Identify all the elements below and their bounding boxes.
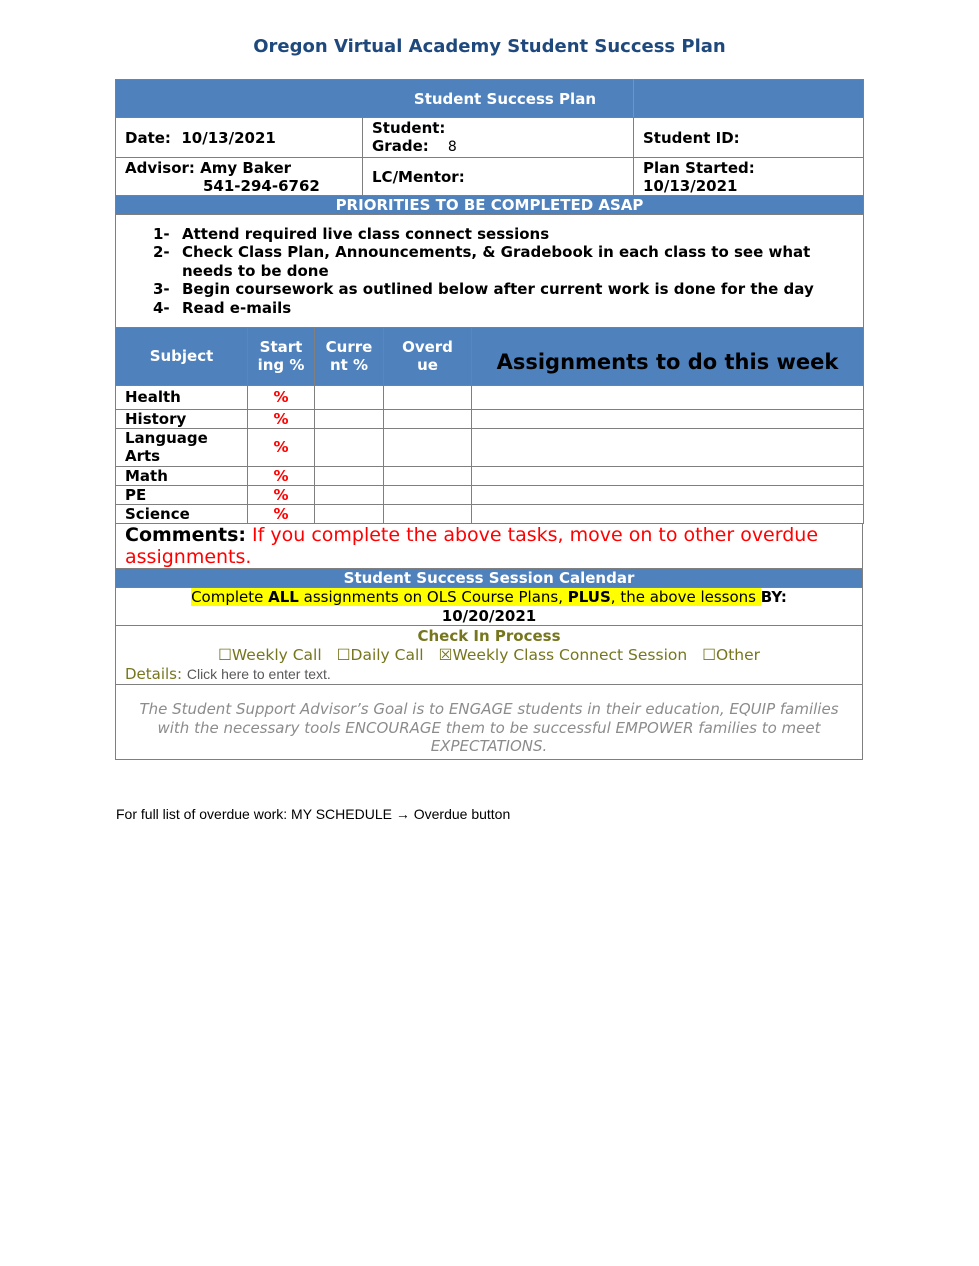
priorities-heading: PRIORITIES TO BE COMPLETED ASAP — [116, 196, 864, 215]
subject-header: Subject — [116, 328, 248, 385]
plan-started-value: 10/13/2021 — [643, 176, 738, 195]
subject-cell: Math — [116, 466, 248, 485]
plan-started-cell — [634, 158, 864, 196]
table-row — [116, 466, 864, 485]
student-label: Student: — [372, 118, 446, 137]
overdue-cell[interactable] — [384, 409, 472, 428]
success-plan-form — [115, 79, 863, 760]
arrow-icon: → — [395, 806, 410, 822]
table-row — [116, 385, 864, 409]
subject-cell: Health — [116, 385, 248, 409]
page-title: Oregon Virtual Academy Student Success Plan — [253, 36, 726, 57]
footer-note — [116, 806, 510, 822]
student-id-label: Student ID: — [643, 128, 740, 147]
subject-cell: History — [116, 409, 248, 428]
student-id-cell — [634, 118, 864, 158]
grade-value: 8 — [447, 139, 457, 155]
priorities-cell — [116, 215, 864, 328]
plan-header-title: Student Success Plan — [116, 80, 634, 118]
details-row — [125, 665, 853, 684]
current-percent-cell[interactable] — [315, 409, 384, 428]
current-percent-cell[interactable] — [315, 466, 384, 485]
overdue-header: Overd ue — [384, 328, 472, 385]
check-in-options — [125, 646, 853, 665]
plan-started-label: Plan Started: — [643, 158, 755, 177]
calendar-cell — [116, 588, 863, 626]
calendar-instruction: Complete ALL assignments on OLS Course Plans, PLUS, the above lessons — [191, 588, 761, 606]
current-percent-cell[interactable] — [315, 428, 384, 466]
assignments-header: Assignments to do this week — [472, 328, 864, 385]
priority-item: 1- Attend required live class connect sessions — [153, 224, 550, 243]
assignments-cell[interactable] — [472, 466, 864, 485]
grades-table — [115, 328, 864, 524]
assignments-cell[interactable] — [472, 385, 864, 409]
starting-percent-cell[interactable]: % — [248, 466, 315, 485]
weekly-call-checkbox[interactable]: ☐Weekly Call — [217, 645, 322, 664]
priority-item: 4- Read e-mails — [153, 298, 292, 317]
weekly-class-connect-checkbox[interactable]: ☒Weekly Class Connect Session — [438, 645, 688, 664]
advisor-name: Amy Baker — [200, 158, 292, 177]
comments-cell — [116, 524, 863, 569]
plan-header-blank — [634, 80, 864, 118]
starting-percent-cell[interactable]: % — [248, 385, 315, 409]
advisor-phone: 541-294-6762 — [203, 176, 320, 195]
priority-item: 2- Check Class Plan, Announcements, & Gradebook in each class to see what needs to be done — [153, 243, 811, 280]
student-cell — [363, 118, 634, 158]
lc-mentor-label: LC/Mentor: — [372, 167, 465, 186]
comments-label: Comments: — [125, 523, 246, 546]
grade-label: Grade: — [372, 137, 429, 155]
current-percent-cell[interactable] — [315, 385, 384, 409]
by-label: BY: — [760, 588, 787, 606]
footer-suffix: Overdue button — [413, 806, 511, 822]
overdue-cell[interactable] — [384, 385, 472, 409]
table-row — [116, 504, 864, 523]
daily-call-checkbox[interactable]: ☐Daily Call — [336, 645, 424, 664]
starting-percent-cell[interactable]: % — [248, 409, 315, 428]
starting-percent-cell[interactable]: % — [248, 428, 315, 466]
calendar-heading: Student Success Session Calendar — [116, 569, 863, 588]
date-cell — [116, 118, 363, 158]
priorities-list — [116, 225, 863, 318]
current-percent-cell[interactable] — [315, 485, 384, 504]
overdue-cell[interactable] — [384, 485, 472, 504]
advisor-label: Advisor: — [125, 158, 195, 177]
check-in-cell — [116, 626, 863, 685]
starting-percent-header: Start ing % — [248, 328, 315, 385]
by-date: 10/20/2021 — [441, 606, 537, 625]
table-row — [116, 409, 864, 428]
priority-item: 3- Begin coursework as outlined below after current work is done for the day — [153, 280, 814, 299]
details-input[interactable]: Click here to enter text. — [186, 665, 331, 682]
footer-prefix: For full list of overdue work: MY SCHEDULE — [116, 806, 392, 822]
comments-text: If you complete the above tasks, move on to other overdue assignments. — [125, 523, 819, 568]
current-percent-cell[interactable] — [315, 504, 384, 523]
overdue-cell[interactable] — [384, 466, 472, 485]
overdue-cell[interactable] — [384, 504, 472, 523]
assignments-cell[interactable] — [472, 409, 864, 428]
advisor-goal-text: The Student Support Advisor’s Goal is to ENGAGE students in their education, EQUIP families with the necessary tools ENCOURAGE them to be successful EMPOWER families to meet EXPECTATIONS. — [116, 685, 863, 760]
check-in-heading: Check In Process — [417, 626, 561, 645]
date-value: 10/13/2021 — [181, 128, 276, 147]
bottom-table — [115, 524, 863, 761]
subject-cell: PE — [116, 485, 248, 504]
table-row — [116, 428, 864, 466]
lc-mentor-cell — [363, 158, 634, 196]
overdue-cell[interactable] — [384, 428, 472, 466]
table-row — [116, 485, 864, 504]
other-checkbox[interactable]: ☐Other — [702, 645, 761, 664]
info-table — [115, 79, 864, 328]
current-percent-header: Curre nt % — [315, 328, 384, 385]
starting-percent-cell[interactable]: % — [248, 485, 315, 504]
assignments-cell[interactable] — [472, 485, 864, 504]
date-label: Date: — [125, 128, 171, 147]
starting-percent-cell[interactable]: % — [248, 504, 315, 523]
subject-cell: Language Arts — [116, 428, 248, 466]
advisor-cell — [116, 158, 363, 196]
subject-cell: Science — [116, 504, 248, 523]
assignments-cell[interactable] — [472, 428, 864, 466]
assignments-cell[interactable] — [472, 504, 864, 523]
details-label: Details: — [125, 664, 183, 683]
